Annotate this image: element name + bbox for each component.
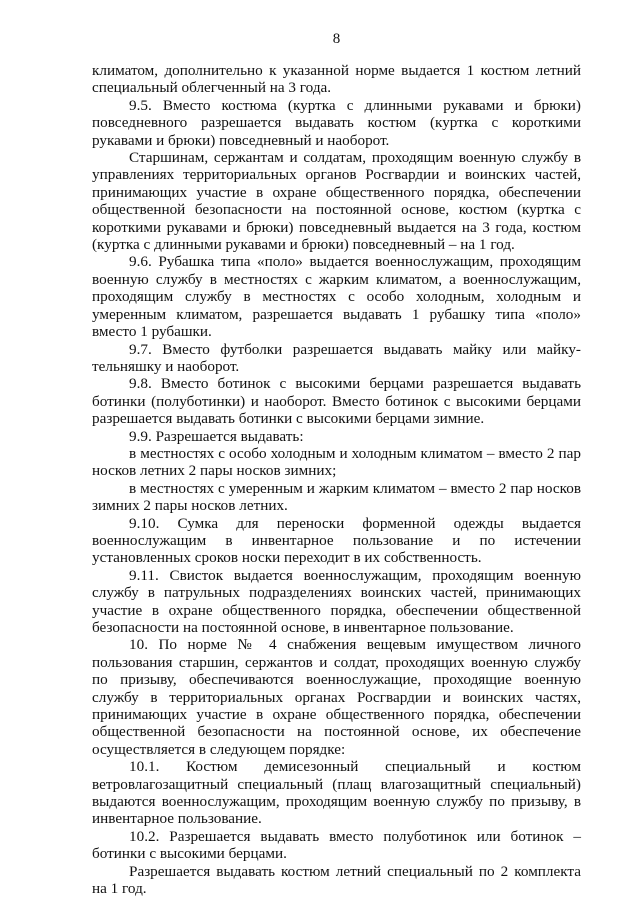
paragraph: климатом, дополнительно к указанной норме выдается 1 костюм летний специальный облегченный на 3 года. — [92, 62, 581, 97]
paragraph: Разрешается выдавать костюм летний специальный по 2 комплекта на 1 год. — [92, 862, 581, 898]
paragraph: Старшинам, сержантам и солдатам, проходящим военную службу в управлениях территориальных органов Росгвардии и воинских частей, принимающих участие в охране общественного порядка, обеспечении общественной безопасности на постоянной основе, костюм (куртка с короткими рукавами и брюки) повседневный выдается на 3 года, костюм (куртка с длинными рукавами и брюки) повседневный – на 1 год. — [92, 149, 581, 254]
paragraph: 9.6. Рубашка типа «поло» выдается военнослужащим, проходящим военную службу в местностях с жарким климатом, а военнослужащим, проходящим службу в местностях с особо холодным, холодным и умеренным климатом, разрешается выдавать 1 рубашку типа «поло» вместо 1 рубашки. — [92, 253, 581, 341]
paragraph: 10.2. Разрешается выдавать вместо полуботинок или ботинок – ботинки с высокими берцами. — [92, 827, 581, 863]
document-page — [92, 30, 581, 898]
paragraph: 10. По норме № 4 снабжения вещевым имуществом личного пользования старшин, сержантов и солдат, проходящих военную службу по призыву, обеспечиваются военнослужащие, проходящие военную службу в территориальных органах Росгвардии и воинских частях, принимающих участие в охране общественного порядка, обеспечении общественной безопасности на постоянной основе, их обеспечение осуществляется в следующем порядке: — [92, 636, 581, 758]
paragraph: в местностях с умеренным и жарким климатом – вместо 2 пар носков зимних 2 пары носков летних. — [92, 479, 581, 515]
paragraph: 10.1. Костюм демисезонный специальный и костюм ветровлагозащитный специальный (плащ влагозащитный специальный) выдаются военнослужащим, проходящим военную службу по призыву, в инвентарное пользование. — [92, 758, 581, 828]
paragraph: 9.10. Сумка для переноски форменной одежды выдается военнослужащим в инвентарное пользование и по истечении установленных сроков носки переходит в их собственность. — [92, 514, 581, 567]
page-number: 8 — [332, 31, 341, 47]
paragraph: 9.7. Вместо футболки разрешается выдавать майку или майку-тельняшку и наоборот. — [92, 340, 581, 375]
paragraph: 9.11. Свисток выдается военнослужащим, проходящим военную службу в патрульных подразделениях воинских частей, принимающих участие в охране общественного порядка, обеспечении общественной безопасности на постоянной основе, в инвентарное пользование. — [92, 566, 581, 636]
paragraph: в местностях с особо холодным и холодным климатом – вместо 2 пар носков летних 2 пары носков зимних; — [92, 444, 581, 480]
paragraph: 9.8. Вместо ботинок с высокими берцами разрешается выдавать ботинки (полуботинки) и наоборот. Вместо ботинок с высокими берцами разрешается выдавать ботинки с высокими берцами зимние. — [92, 375, 581, 428]
paragraph: 9.9. Разрешается выдавать: — [129, 427, 304, 445]
document-body — [92, 62, 581, 898]
paragraph: 9.5. Вместо костюма (куртка с длинными рукавами и брюки) повседневного разрешается выдавать костюм (куртка с короткими рукавами и брюки) повседневный и наоборот. — [92, 96, 581, 149]
